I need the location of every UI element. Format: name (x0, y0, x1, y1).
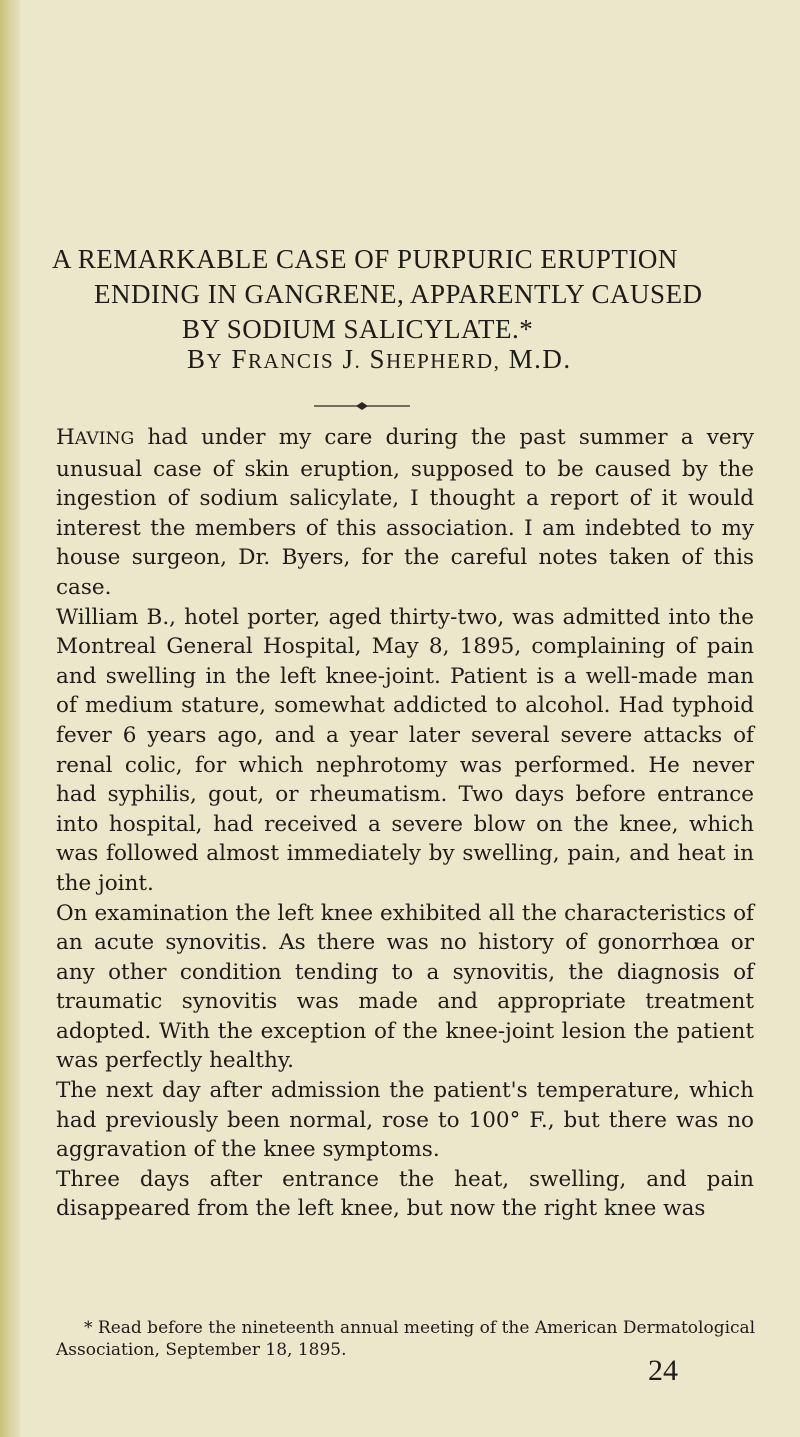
paragraph-lead: HAVING (56, 425, 135, 450)
paragraph-text: William B., hotel porter, aged thirty-two, was admitted into the Montreal General Hospital, May 8, 1895, complaining of pain and swelling in the left knee-joint. Patient is a well-made man of medium stature, somewhat addicted to alcohol. Had typhoid fever 6 years ago, and a year later several severe attacks of renal colic, for which nephrotomy was performed. He never had syphilis, gout, or rheumatism. Two days before entrance into hospital, had received a severe blow on the knee, which was followed almost immediately by swelling, pain, and heat in the joint. (56, 604, 754, 896)
paragraph (56, 423, 754, 603)
byline-by: BY (187, 344, 224, 374)
paragraph (56, 1076, 754, 1165)
author-degree: M.D. (508, 344, 572, 374)
byline (187, 344, 572, 375)
binding-edge (0, 0, 20, 1437)
paragraph (56, 1165, 754, 1224)
title-line-2: ENDING IN GANGRENE, APPARENTLY CAUSED (94, 279, 703, 309)
ornament-divider (314, 401, 410, 411)
paragraph-text: had under my care during the past summer a very unusual case of skin eruption, supposed to be caused by the ingestion of sodium salicylate, I thought a report of it would interest the members of this association. I am indebted to my house surgeon, Dr. Byers, for the careful notes taken of this case. (56, 425, 754, 600)
paragraph (56, 899, 754, 1077)
page-number: 24 (648, 1354, 678, 1387)
article-body (56, 423, 754, 1224)
paragraph-text: The next day after admission the patient's temperature, which had previously been normal, rose to 100° F., but there was no aggravation of the knee symptoms. (56, 1078, 754, 1163)
paragraph (56, 603, 754, 899)
footnote: * Read before the nineteenth annual meeting of the American Dermatological Association, September 18, 1895. (56, 1318, 756, 1360)
paragraph-text: On examination the left knee exhibited all the characteristics of an acute synovitis. As there was no history of gonorrhœa or any other condition tending to a synovitis, the diagnosis of traumatic synovitis was made and appropriate treatment adopted. With the exception of the knee-joint lesion the patient was perfectly healthy. (56, 900, 754, 1074)
paragraph-text: Three days after entrance the heat, swelling, and pain disappeared from the left knee, but now the right knee was (56, 1166, 754, 1222)
title-line-1: A REMARKABLE CASE OF PURPURIC ERUPTION (52, 244, 678, 274)
article-title (52, 242, 752, 347)
author-name: FRANCIS J. SHEPHERD, (231, 344, 501, 374)
title-line-3: BY SODIUM SALICYLATE.* (182, 314, 534, 344)
